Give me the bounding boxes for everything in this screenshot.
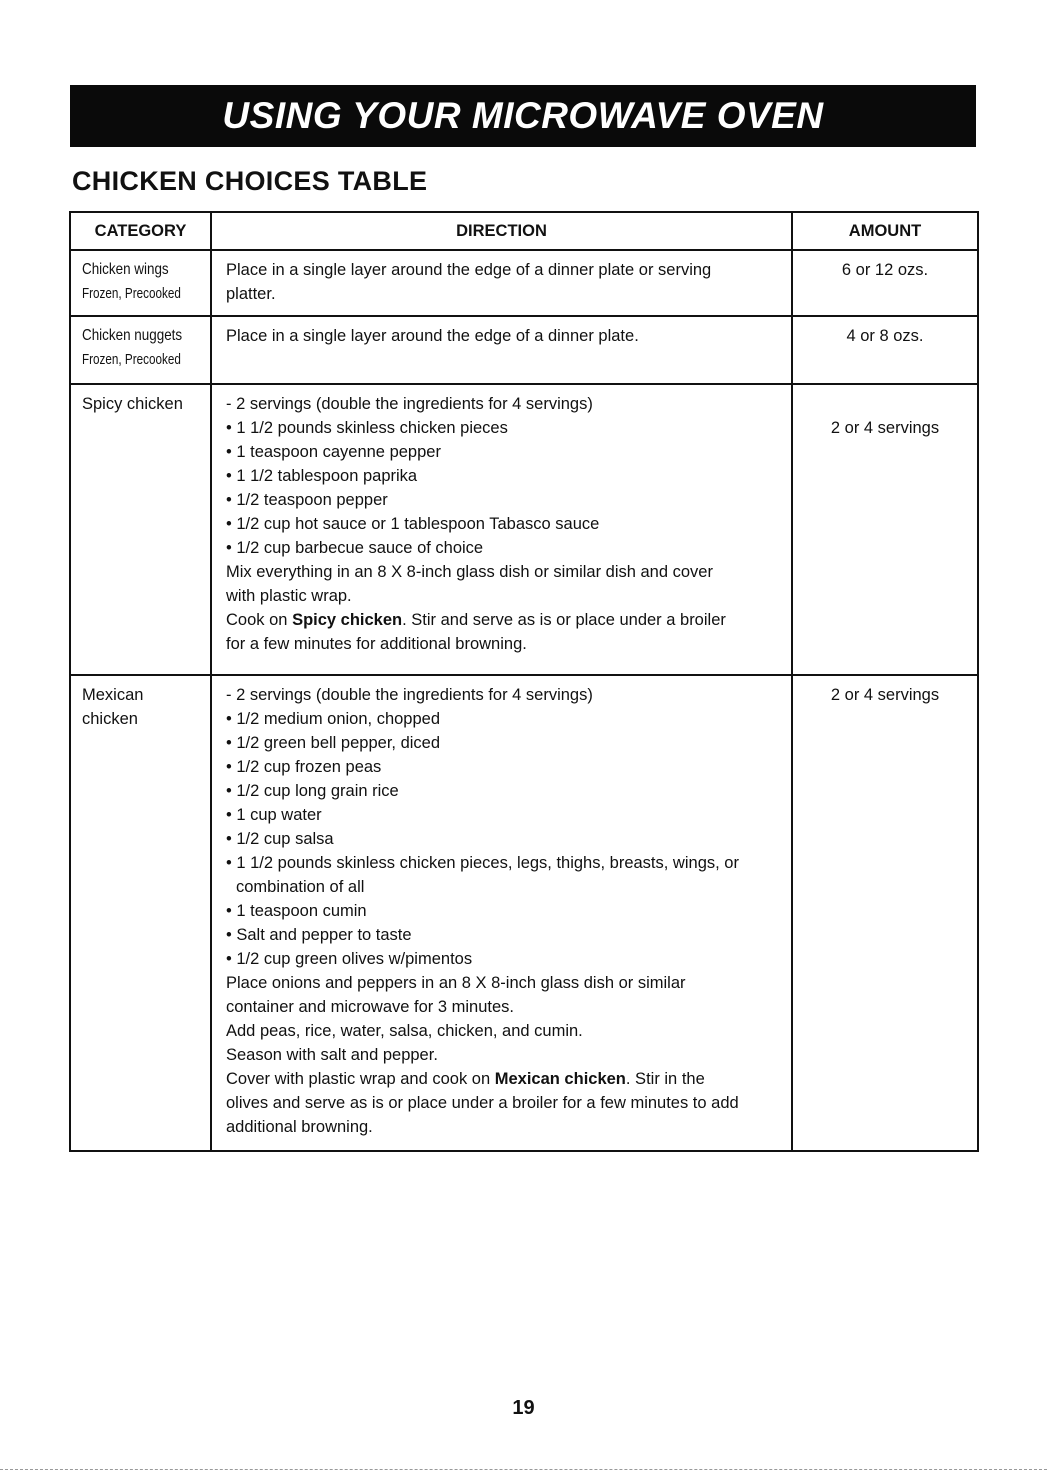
direction-line: Place onions and peppers in an 8 X 8-inch glass dish or similar: [226, 974, 686, 992]
direction-line: for a few minutes for additional browning.: [226, 635, 527, 653]
amount-cell: 4 or 8 ozs.: [792, 316, 978, 384]
amount-value: 2 or 4 servings: [830, 419, 940, 437]
chicken-choices-table: [69, 211, 979, 1152]
direction-text: . Stir in the: [625, 1070, 705, 1088]
direction-cell: [211, 675, 792, 1151]
page-number: 19: [512, 1397, 535, 1419]
direction-cell: [211, 250, 792, 316]
category-label: Chicken wings: [82, 261, 169, 278]
ingredient-line: • 1/2 cup hot sauce or 1 tablespoon Tabasco sauce: [226, 515, 600, 533]
column-header-category: CATEGORY: [70, 212, 211, 250]
direction-line: olives and serve as is or place under a broiler for a few minutes to add: [226, 1094, 739, 1112]
cook-setting-name: Spicy chicken: [292, 611, 403, 629]
category-label: chicken: [82, 710, 138, 728]
category-cell: [70, 250, 211, 316]
chapter-banner: [70, 85, 976, 147]
ingredient-line: • 1 1/2 pounds skinless chicken pieces: [226, 419, 508, 437]
table-row: [70, 316, 978, 384]
ingredient-line: • 1 teaspoon cumin: [226, 902, 367, 920]
amount-cell: [792, 384, 978, 675]
category-sublabel: Frozen, Precooked: [82, 285, 181, 302]
category-cell: [70, 384, 211, 675]
ingredient-line: • 1 1/2 tablespoon paprika: [226, 467, 418, 485]
cook-setting-name: Mexican chicken: [494, 1070, 626, 1088]
amount-cell: [792, 675, 978, 1151]
category-cell: [70, 675, 211, 1151]
section-title: CHICKEN CHOICES TABLE: [72, 166, 428, 196]
ingredient-line: • 1 cup water: [226, 806, 322, 824]
category-label: Chicken nuggets: [82, 327, 183, 344]
table-row: [70, 250, 978, 316]
column-header-amount: AMOUNT: [792, 212, 978, 250]
direction-text: Cook on: [226, 611, 288, 629]
direction-text: . Stir and serve as is or place under a broiler: [402, 611, 726, 629]
direction-line: - 2 servings (double the ingredients for 4 servings): [226, 686, 593, 704]
direction-line: additional browning.: [226, 1118, 373, 1136]
category-label: Mexican: [82, 686, 144, 704]
page-edge-rule: [0, 1469, 1047, 1471]
table-header-row: [70, 212, 978, 250]
ingredient-line: • 1/2 cup frozen peas: [226, 758, 382, 776]
category-cell: [70, 316, 211, 384]
direction-line: [226, 1067, 785, 1091]
ingredient-line: combination of all: [236, 878, 365, 896]
direction-line: container and microwave for 3 minutes.: [226, 998, 514, 1016]
ingredient-line: • Salt and pepper to taste: [226, 926, 412, 944]
ingredient-line: • 1/2 green bell pepper, diced: [226, 734, 441, 752]
table-row: [70, 675, 978, 1151]
ingredient-line: • 1/2 cup green olives w/pimentos: [226, 950, 473, 968]
direction-text: Cover with plastic wrap and cook on: [226, 1070, 491, 1088]
direction-line: with plastic wrap.: [226, 587, 352, 605]
chapter-title: USING YOUR MICROWAVE OVEN: [222, 95, 824, 136]
amount-cell: 6 or 12 ozs.: [792, 250, 978, 316]
direction-line: Add peas, rice, water, salsa, chicken, and cumin.: [226, 1022, 583, 1040]
ingredient-line: • 1/2 medium onion, chopped: [226, 710, 441, 728]
direction-cell: [211, 316, 792, 384]
amount-value: 2 or 4 servings: [830, 686, 940, 704]
ingredient-line: • 1 teaspoon cayenne pepper: [226, 443, 441, 461]
direction-cell: [211, 384, 792, 675]
column-header-direction: DIRECTION: [211, 212, 792, 250]
direction-line: platter.: [226, 285, 276, 303]
ingredient-line: • 1/2 cup salsa: [226, 830, 334, 848]
direction-line: Mix everything in an 8 X 8-inch glass dish or similar dish and cover: [226, 563, 713, 581]
direction-line: Place in a single layer around the edge of a dinner plate or serving: [226, 261, 712, 279]
category-sublabel: Frozen, Precooked: [82, 351, 181, 368]
ingredient-line: • 1/2 cup long grain rice: [226, 782, 399, 800]
ingredient-line: • 1 1/2 pounds skinless chicken pieces, legs, thighs, breasts, wings, or: [226, 854, 739, 872]
direction-line: [226, 608, 785, 632]
category-label: Spicy chicken: [82, 395, 183, 413]
table-row: [70, 384, 978, 675]
direction-line: - 2 servings (double the ingredients for 4 servings): [226, 395, 593, 413]
ingredient-line: • 1/2 cup barbecue sauce of choice: [226, 539, 484, 557]
direction-line: Place in a single layer around the edge of a dinner plate.: [226, 327, 639, 345]
ingredient-line: • 1/2 teaspoon pepper: [226, 491, 388, 509]
direction-line: Season with salt and pepper.: [226, 1046, 438, 1064]
